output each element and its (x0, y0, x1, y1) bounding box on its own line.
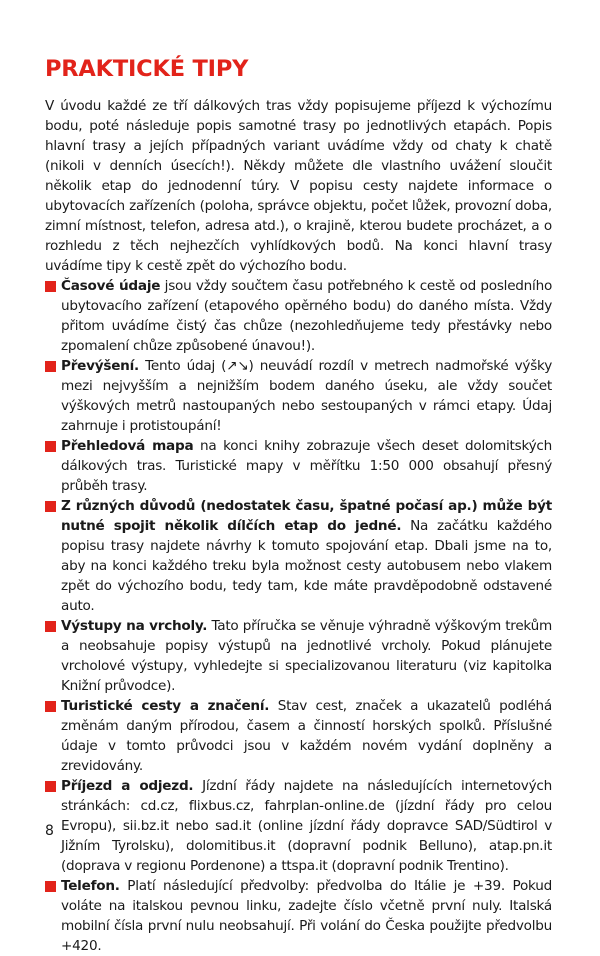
tip-heading: Převýšení. (61, 358, 139, 374)
tip-text: na konci knihy zobrazuje všech deset dolomitských dálkových tras. Turistické mapy v měřítku 1:50 000 obsahují přesný průběh trasy. (61, 438, 552, 494)
square-bullet-icon (45, 501, 56, 512)
tip-heading: Telefon. (61, 878, 120, 894)
square-bullet-icon (45, 281, 56, 292)
tip-time (45, 276, 552, 356)
page-title: PRAKTICKÉ TIPY (45, 56, 249, 82)
body-text (45, 96, 552, 956)
square-bullet-icon (45, 881, 56, 892)
tip-text: Na začátku každého popisu trasy najdete návrhy k tomuto spojování etap. Dbali jsme na to, aby na konci každého treku byla možnost cesty autobusem nebo vlakem zpět do výchozího bodu, tedy tam, kde máte pravděpodobně odstavené auto. (61, 518, 552, 614)
tip-text: Platí následující předvolby: předvolba do Itálie je +39. Pokud voláte na italskou pevnou linku, zadejte číslo včetně první nuly. Italská mobilní čísla první nulu neobsahují. Při volání do Česka použijte předvolbu +420. (61, 878, 552, 954)
tip-arrival-departure (45, 776, 552, 876)
square-bullet-icon (45, 441, 56, 452)
square-bullet-icon (45, 701, 56, 712)
tip-trails-marking (45, 696, 552, 776)
square-bullet-icon (45, 781, 56, 792)
tip-heading: Výstupy na vrcholy. (61, 618, 208, 634)
tip-overview-map (45, 436, 552, 496)
tip-text: jsou vždy součtem času potřebného k cestě od posledního ubytovacího zařízení (etapového opěrného bodu) do daného místa. Vždy přitom uvádíme čistý čas chůze (nezohledňujeme tedy přestávky nebo zpomalení chůze způsobené únavou!). (61, 278, 553, 354)
tip-text: Tento údaj (↗↘) neuvádí rozdíl v metrech nadmořské výšky mezi nejvyšším a nejnižším bodem daného úseku, ale vždy součet výškových metrů nastoupaných nebo sestoupaných v rámci etapy. Údaj zahrnuje i protistoupání! (61, 358, 552, 434)
tip-text: Tato příručka se věnuje výhradně výškovým trekům a neobsahuje popisy výstupů na jednotlivé vrcholy. Pokud plánujete vrcholové výstupy, vyhledejte si specializovanou literaturu (viz kapitolka Knižní průvodce). (61, 618, 552, 694)
tip-summits (45, 616, 552, 696)
tip-heading: Příjezd a odjezd. (61, 778, 194, 794)
tip-text: Stav cest, značek a ukazatelů podléhá změnám daným přírodou, časem a činností horských spolků. Příslušné údaje v tomto průvodci jsou v každém novém vydání doplněny a zrevidovány. (61, 698, 552, 774)
tip-heading: Časové údaje (61, 278, 161, 294)
tips-list (45, 276, 552, 956)
tip-heading: Turistické cesty a značení. (61, 698, 270, 714)
square-bullet-icon (45, 621, 56, 632)
tip-text: Jízdní řády najdete na následujících internetových stránkách: cd.cz, flixbus.cz, fahrplan-online.de (jízdní řády pro celou Evropu), sii.bz.it nebo sad.it (online jízdní řády dopravce SAD/Südtirol v Jižním Tyrolsku), dolomitibus.it (dopravní podnik Belluno), atap.pn.it (doprava v regionu Pordenone) a ttspa.it (dopravní podnik Trentino). (61, 778, 552, 874)
tip-combine-stages (45, 496, 552, 616)
tip-phone (45, 876, 552, 956)
square-bullet-icon (45, 361, 56, 372)
tip-heading: Z různých důvodů (nedostatek času, špatné počasí ap.) může být nutné spojit několik dílčích etap do jedné. (61, 498, 552, 534)
intro-paragraph: V úvodu každé ze tří dálkových tras vždy popisujeme příjezd k výchozímu bodu, poté následuje popis samotné trasy po jednotlivých etapách. Popis hlavní trasy a jejích případných variant uvádíme vždy od chaty k chatě (nikoli v denních úsecích!). Někdy můžete dle vlastního uvážení sloučit několik etap do jednodenní túry. V popisu cesty najdete informace o ubytovacích zařízeních (poloha, správce objektu, počet lůžek, provozní doba, zimní místnost, telefon, adresa atd.), o krajině, kterou budete procházet, a o rozhledu z těch nejhezčích vyhlídkových bodů. Na konci hlavní trasy uvádíme tipy k cestě zpět do výchozího bodu. (45, 98, 552, 274)
tip-heading: Přehledová mapa (61, 438, 194, 454)
tip-elevation (45, 356, 552, 436)
page-number: 8 (45, 823, 54, 839)
